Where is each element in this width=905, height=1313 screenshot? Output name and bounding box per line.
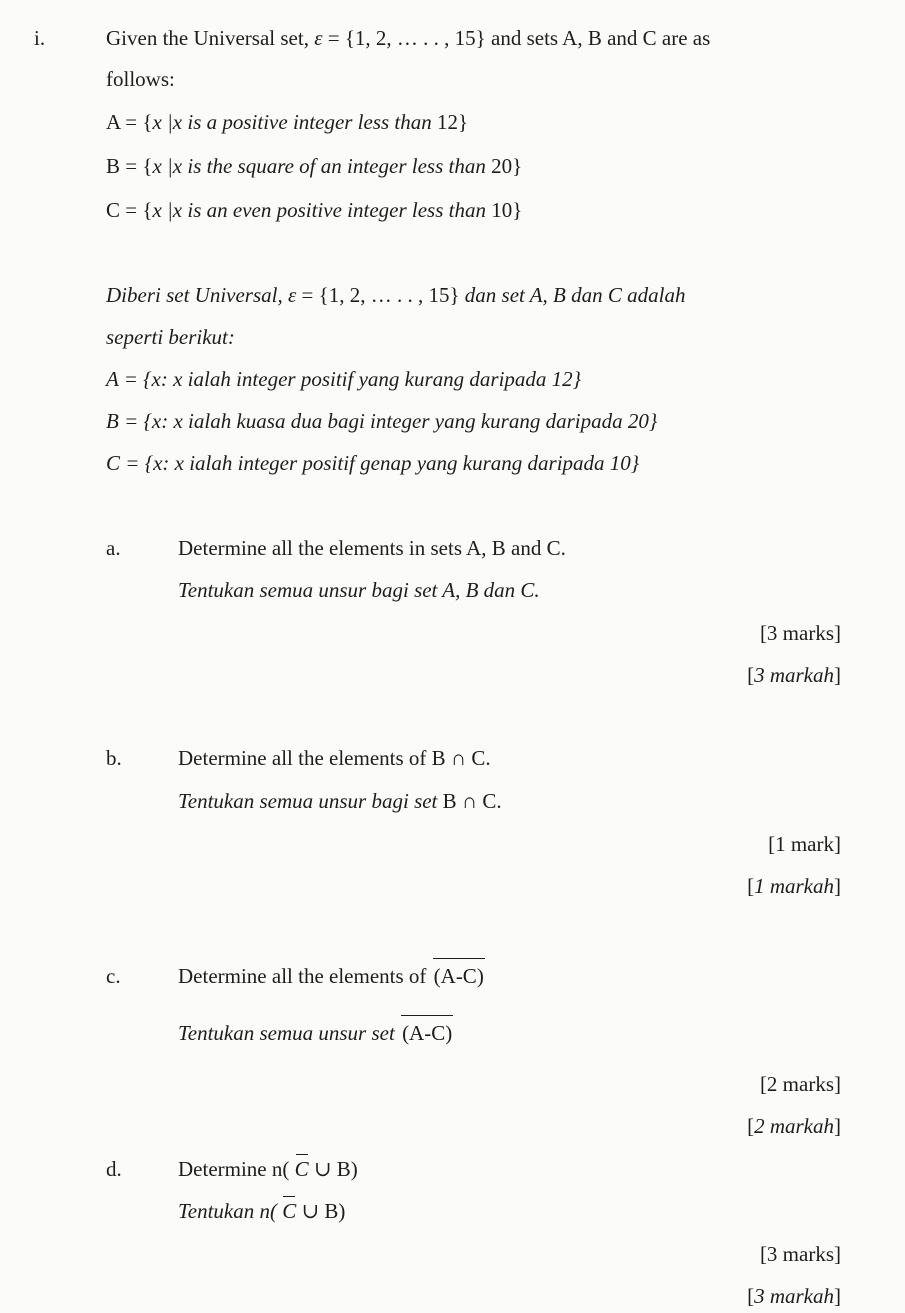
set-value: 12: [437, 110, 459, 134]
brace-open: {: [142, 154, 153, 178]
part-c-en: [178, 964, 486, 988]
part-b-marks-ms: [747, 874, 841, 898]
part-c-ms: [178, 1021, 454, 1045]
marks-ms-text: 3 markah: [754, 1284, 834, 1308]
brace-open: {: [142, 198, 153, 222]
part-c-marks-en: [2 marks]: [759, 1072, 841, 1096]
set-var: x |x: [152, 154, 188, 178]
intro-ms-line2: seperti berikut:: [106, 325, 235, 349]
part-b-marks-en: [1 mark]: [768, 832, 841, 856]
intro-en-line2: follows:: [106, 67, 175, 91]
bracket-close: ]: [834, 1114, 841, 1138]
marks-ms-text: 2 markah: [754, 1114, 834, 1138]
bracket-open: [: [747, 1114, 755, 1138]
part-b-ms-expr: B ∩ C.: [442, 789, 502, 813]
set-desc: is the square of an integer less than: [187, 154, 492, 178]
part-a-ms: Tentukan semua unsur bagi set A, B dan C.: [178, 578, 540, 602]
part-b-letter: b.: [106, 746, 122, 770]
set-label: C =: [106, 198, 143, 222]
set-label: B =: [106, 154, 143, 178]
universal-set: {1, 2, … . . , 15}: [318, 283, 460, 307]
set-var: x |x: [152, 110, 188, 134]
brace-close: }: [512, 154, 523, 178]
intro-ms-post: dan set A, B dan C adalah: [459, 283, 686, 307]
set-label: C =: [106, 451, 145, 475]
set-label: A =: [106, 110, 143, 134]
brace-open: {x:: [144, 451, 175, 475]
part-d-marks-ms: [747, 1284, 841, 1308]
intro-en-line1: [106, 26, 710, 50]
bracket-open: [: [747, 1284, 755, 1308]
set-desc: is a positive integer less than: [187, 110, 438, 134]
bracket-close: ]: [834, 1284, 841, 1308]
universal-set: {1, 2, … . . , 15}: [344, 26, 486, 50]
question-number: i.: [34, 26, 46, 50]
brace-close: }: [512, 198, 523, 222]
part-d-ms-post: ∪ B): [296, 1199, 346, 1223]
epsilon-symbol: ε: [287, 283, 297, 307]
set-a-ms: [106, 367, 581, 391]
part-a-marks-ms: [747, 663, 841, 687]
part-d-en: [178, 1157, 358, 1181]
brace-close: }: [458, 110, 469, 134]
equals-sign: =: [322, 26, 345, 50]
set-c-ms: [106, 451, 639, 475]
c-bar-symbol: C: [282, 1199, 297, 1223]
part-a-marks-en: [3 marks]: [759, 621, 841, 645]
part-c-ms-complement: (A-C): [402, 1021, 453, 1045]
set-desc: x ialah integer positif yang kurang daripada 12}: [173, 367, 582, 391]
set-value: 10: [491, 198, 513, 222]
part-c-en-pre: Determine all the elements of: [178, 964, 432, 988]
set-label: B =: [106, 409, 144, 433]
intro-ms-line1: [106, 283, 685, 307]
part-d-en-pre: Determine n(: [178, 1157, 295, 1181]
part-c-ms-pre: Tentukan semua unsur set: [178, 1021, 401, 1045]
set-value: 20: [491, 154, 513, 178]
brace-open: {: [142, 110, 153, 134]
part-d-marks-en: [3 marks]: [759, 1242, 841, 1266]
bracket-close: ]: [834, 663, 841, 687]
marks-ms-text: 3 markah: [754, 663, 834, 687]
part-b-en: Determine all the elements of B ∩ C.: [178, 746, 491, 770]
intro-en-post: and sets A, B and C are as: [485, 26, 711, 50]
part-c-letter: c.: [106, 964, 121, 988]
c-bar-symbol: C: [294, 1157, 309, 1181]
brace-open: {x:: [143, 409, 174, 433]
set-desc: x ialah integer positif genap yang kurang daripada 10}: [174, 451, 640, 475]
set-desc: x ialah kuasa dua bagi integer yang kurang daripada 20}: [173, 409, 658, 433]
set-b-ms: [106, 409, 657, 433]
set-a-en: [106, 110, 468, 134]
part-a-en: Determine all the elements in sets A, B and C.: [178, 536, 566, 560]
part-c-marks-ms: [747, 1114, 841, 1138]
part-c-en-complement: (A-C): [433, 964, 484, 988]
intro-en-pre: Given the Universal set,: [106, 26, 315, 50]
set-var: x |x: [152, 198, 188, 222]
set-label: A =: [106, 367, 144, 391]
marks-ms-text: 1 markah: [754, 874, 834, 898]
set-desc: is an even positive integer less than: [187, 198, 492, 222]
equals-sign: =: [296, 283, 319, 307]
epsilon-symbol: ε: [314, 26, 323, 50]
part-d-ms: [178, 1199, 345, 1223]
part-b-ms: [178, 789, 502, 813]
set-b-en: [106, 154, 522, 178]
part-d-letter: d.: [106, 1157, 122, 1181]
brace-open: {x:: [143, 367, 174, 391]
intro-ms-pre: Diberi set Universal,: [106, 283, 288, 307]
part-b-ms-pre: Tentukan semua unsur bagi set: [178, 789, 443, 813]
part-d-ms-pre: Tentukan n(: [178, 1199, 283, 1223]
part-a-letter: a.: [106, 536, 121, 560]
set-c-en: [106, 198, 522, 222]
part-d-en-post: ∪ B): [308, 1157, 358, 1181]
bracket-close: ]: [834, 874, 841, 898]
bracket-open: [: [747, 663, 755, 687]
bracket-open: [: [747, 874, 755, 898]
